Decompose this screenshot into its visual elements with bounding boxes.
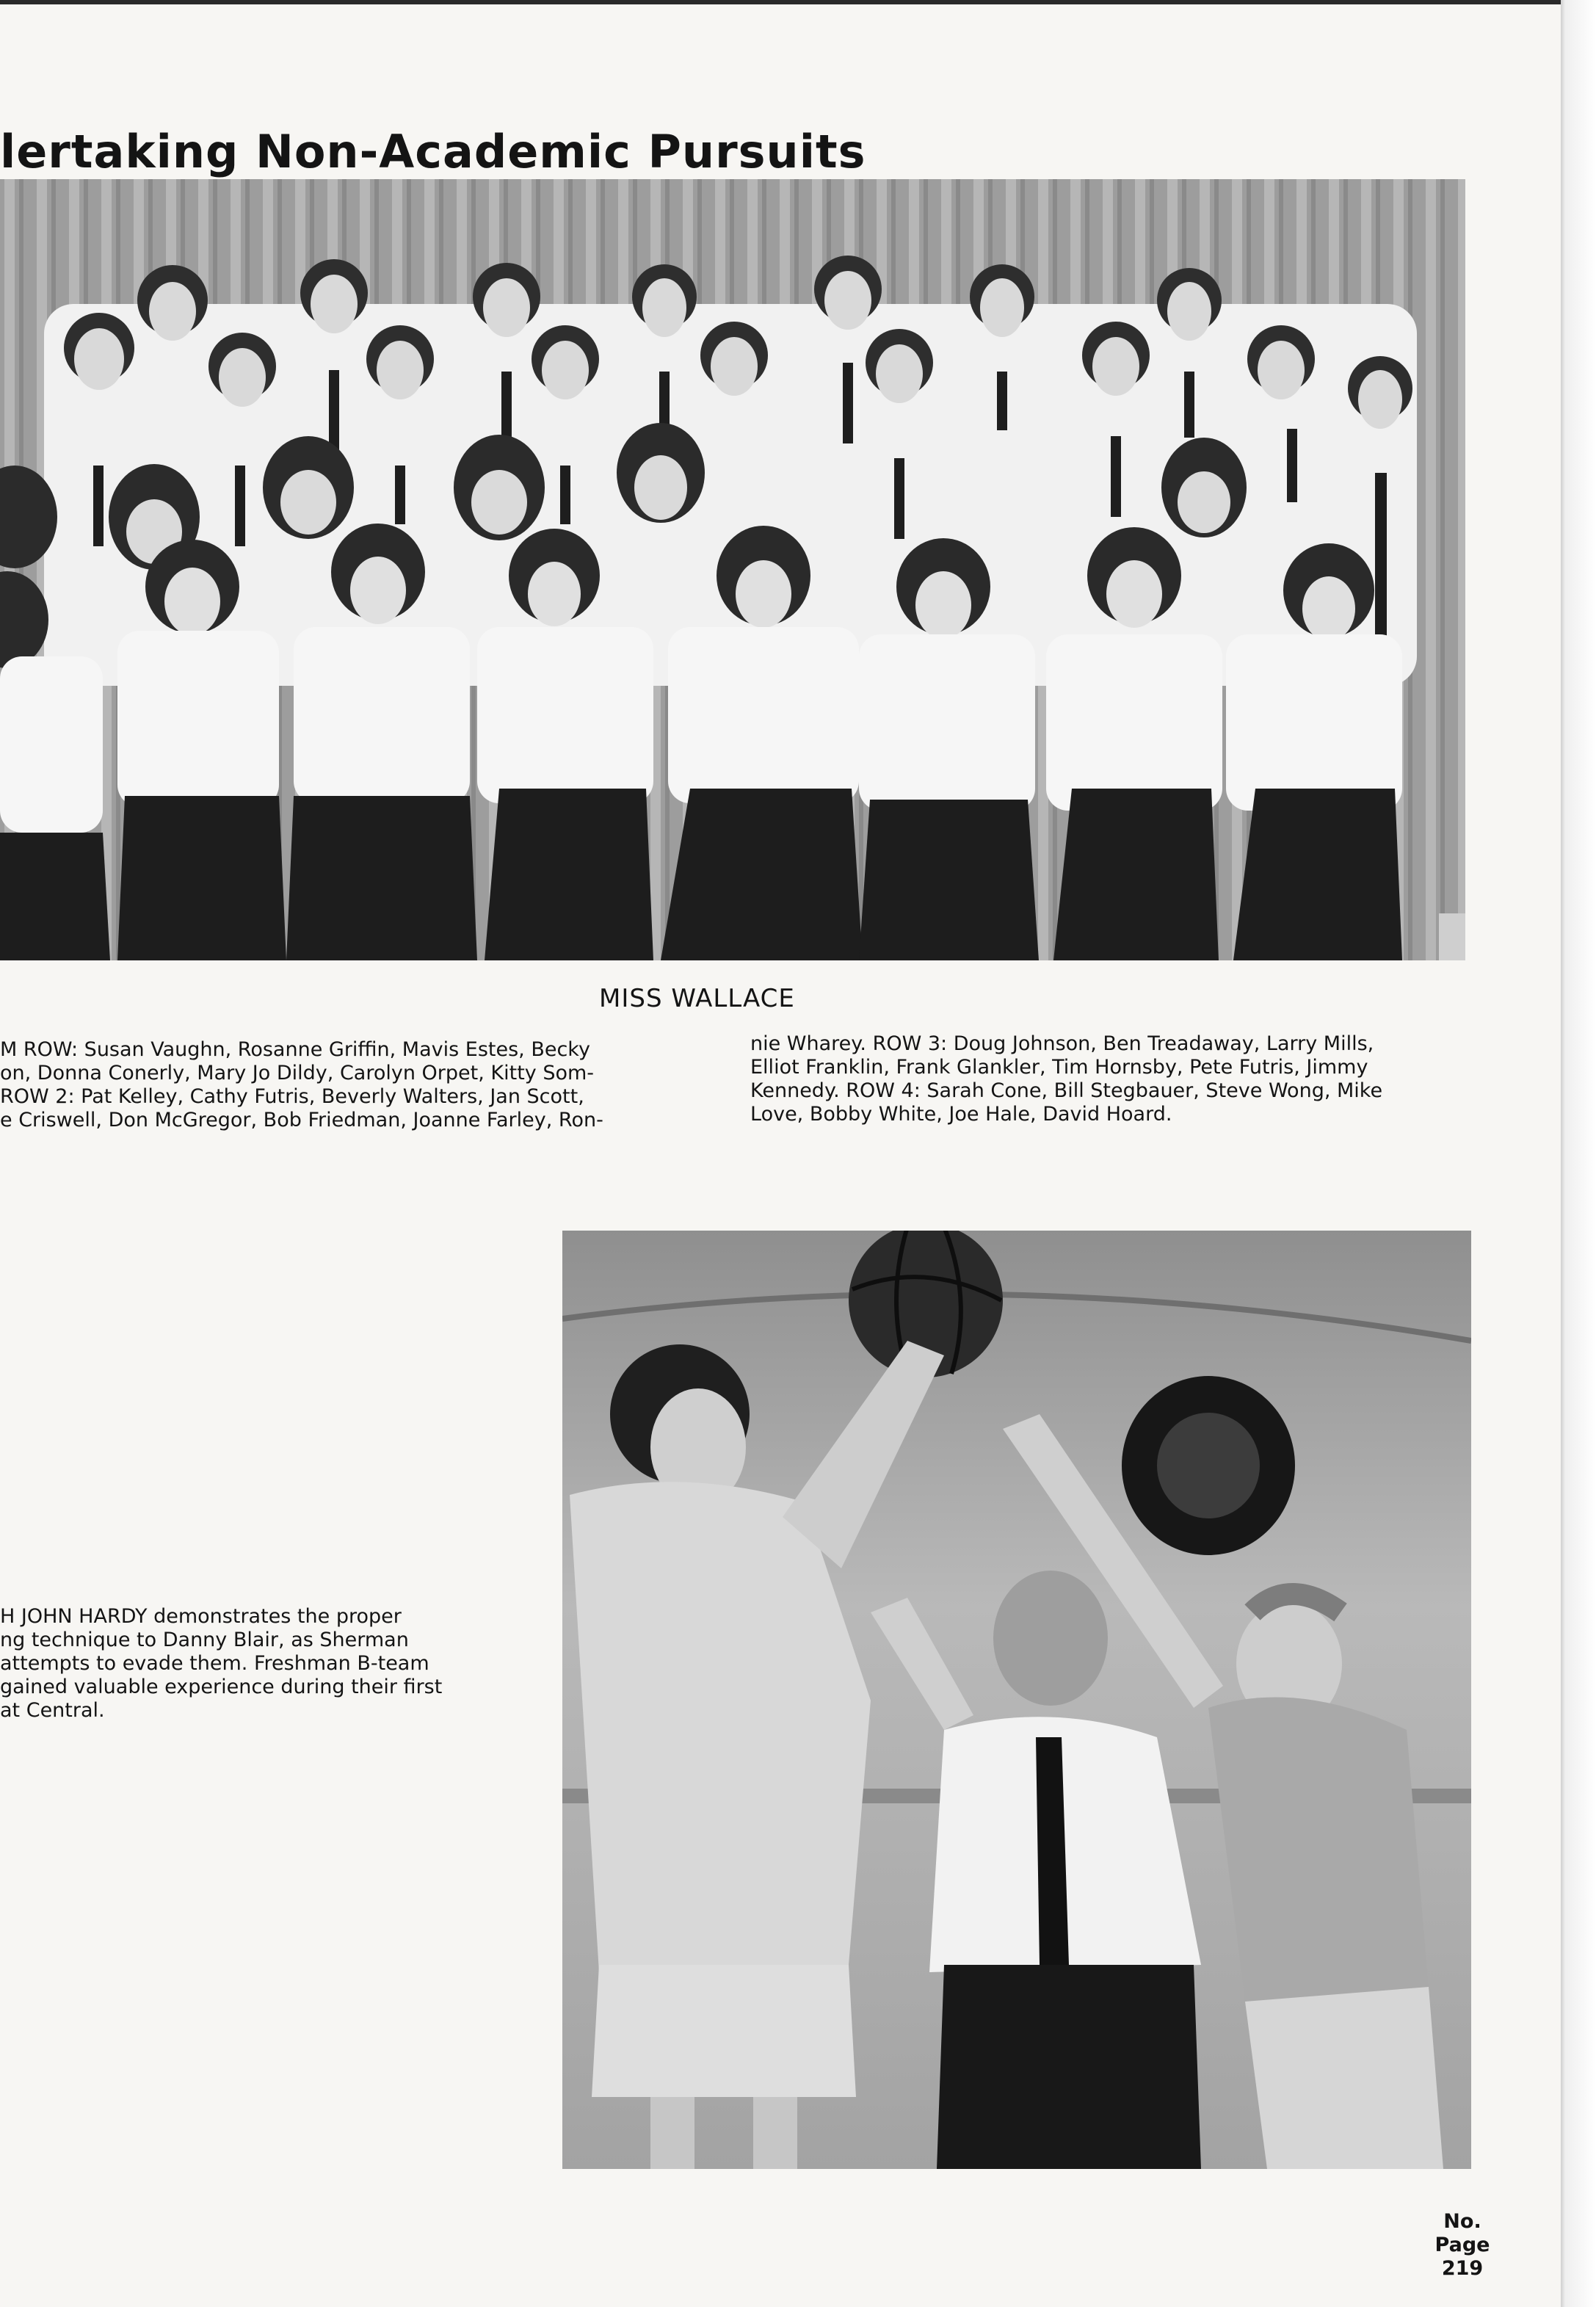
names-line: Kennedy. ROW 4: Sarah Cone, Bill Stegbauer, Steve Wong, Mike <box>750 1079 1383 1102</box>
group-photo <box>0 179 1465 960</box>
page-label-no: No. <box>1443 2210 1481 2233</box>
page-headline: lertaking Non-Academic Pursuits <box>0 124 866 178</box>
caption-line: at Central. <box>0 1699 105 1722</box>
basketball-photo <box>562 1231 1471 2169</box>
caption-line: attempts to evade them. Freshman B-team <box>0 1652 429 1675</box>
names-line: M ROW: Susan Vaughn, Rosanne Griffin, Mavis Estes, Becky <box>0 1038 590 1061</box>
names-line: Elliot Franklin, Frank Glankler, Tim Hornsby, Pete Futris, Jimmy <box>750 1056 1368 1079</box>
top-border-rule <box>0 0 1562 4</box>
group-photo-caption-title: MISS WALLACE <box>599 984 795 1013</box>
page-label-page: Page <box>1434 2234 1490 2256</box>
page-edge-shadow <box>1561 0 1596 2307</box>
page-number: 219 <box>1441 2257 1484 2280</box>
group-names-right-column <box>750 1032 1467 1126</box>
names-line: on, Donna Conerly, Mary Jo Dildy, Carolyn Orpet, Kitty Som- <box>0 1062 595 1084</box>
page-number-block <box>1433 2210 1492 2281</box>
basketball-photo-caption <box>0 1605 480 1723</box>
caption-line: gained valuable experience during their first <box>0 1676 443 1698</box>
names-line: e Criswell, Don McGregor, Bob Friedman, Joanne Farley, Ron- <box>0 1109 603 1131</box>
caption-line: ng technique to Danny Blair, as Sherman <box>0 1629 409 1651</box>
names-line: Love, Bobby White, Joe Hale, David Hoard. <box>750 1103 1172 1126</box>
caption-line: H JOHN HARDY demonstrates the proper <box>0 1605 402 1628</box>
names-line: ROW 2: Pat Kelley, Cathy Futris, Beverly Walters, Jan Scott, <box>0 1085 584 1108</box>
group-photo-image <box>0 179 1465 960</box>
group-names-left-column <box>0 1038 643 1132</box>
basketball-photo-image <box>562 1231 1471 2169</box>
names-line: nie Wharey. ROW 3: Doug Johnson, Ben Treadaway, Larry Mills, <box>750 1032 1374 1055</box>
